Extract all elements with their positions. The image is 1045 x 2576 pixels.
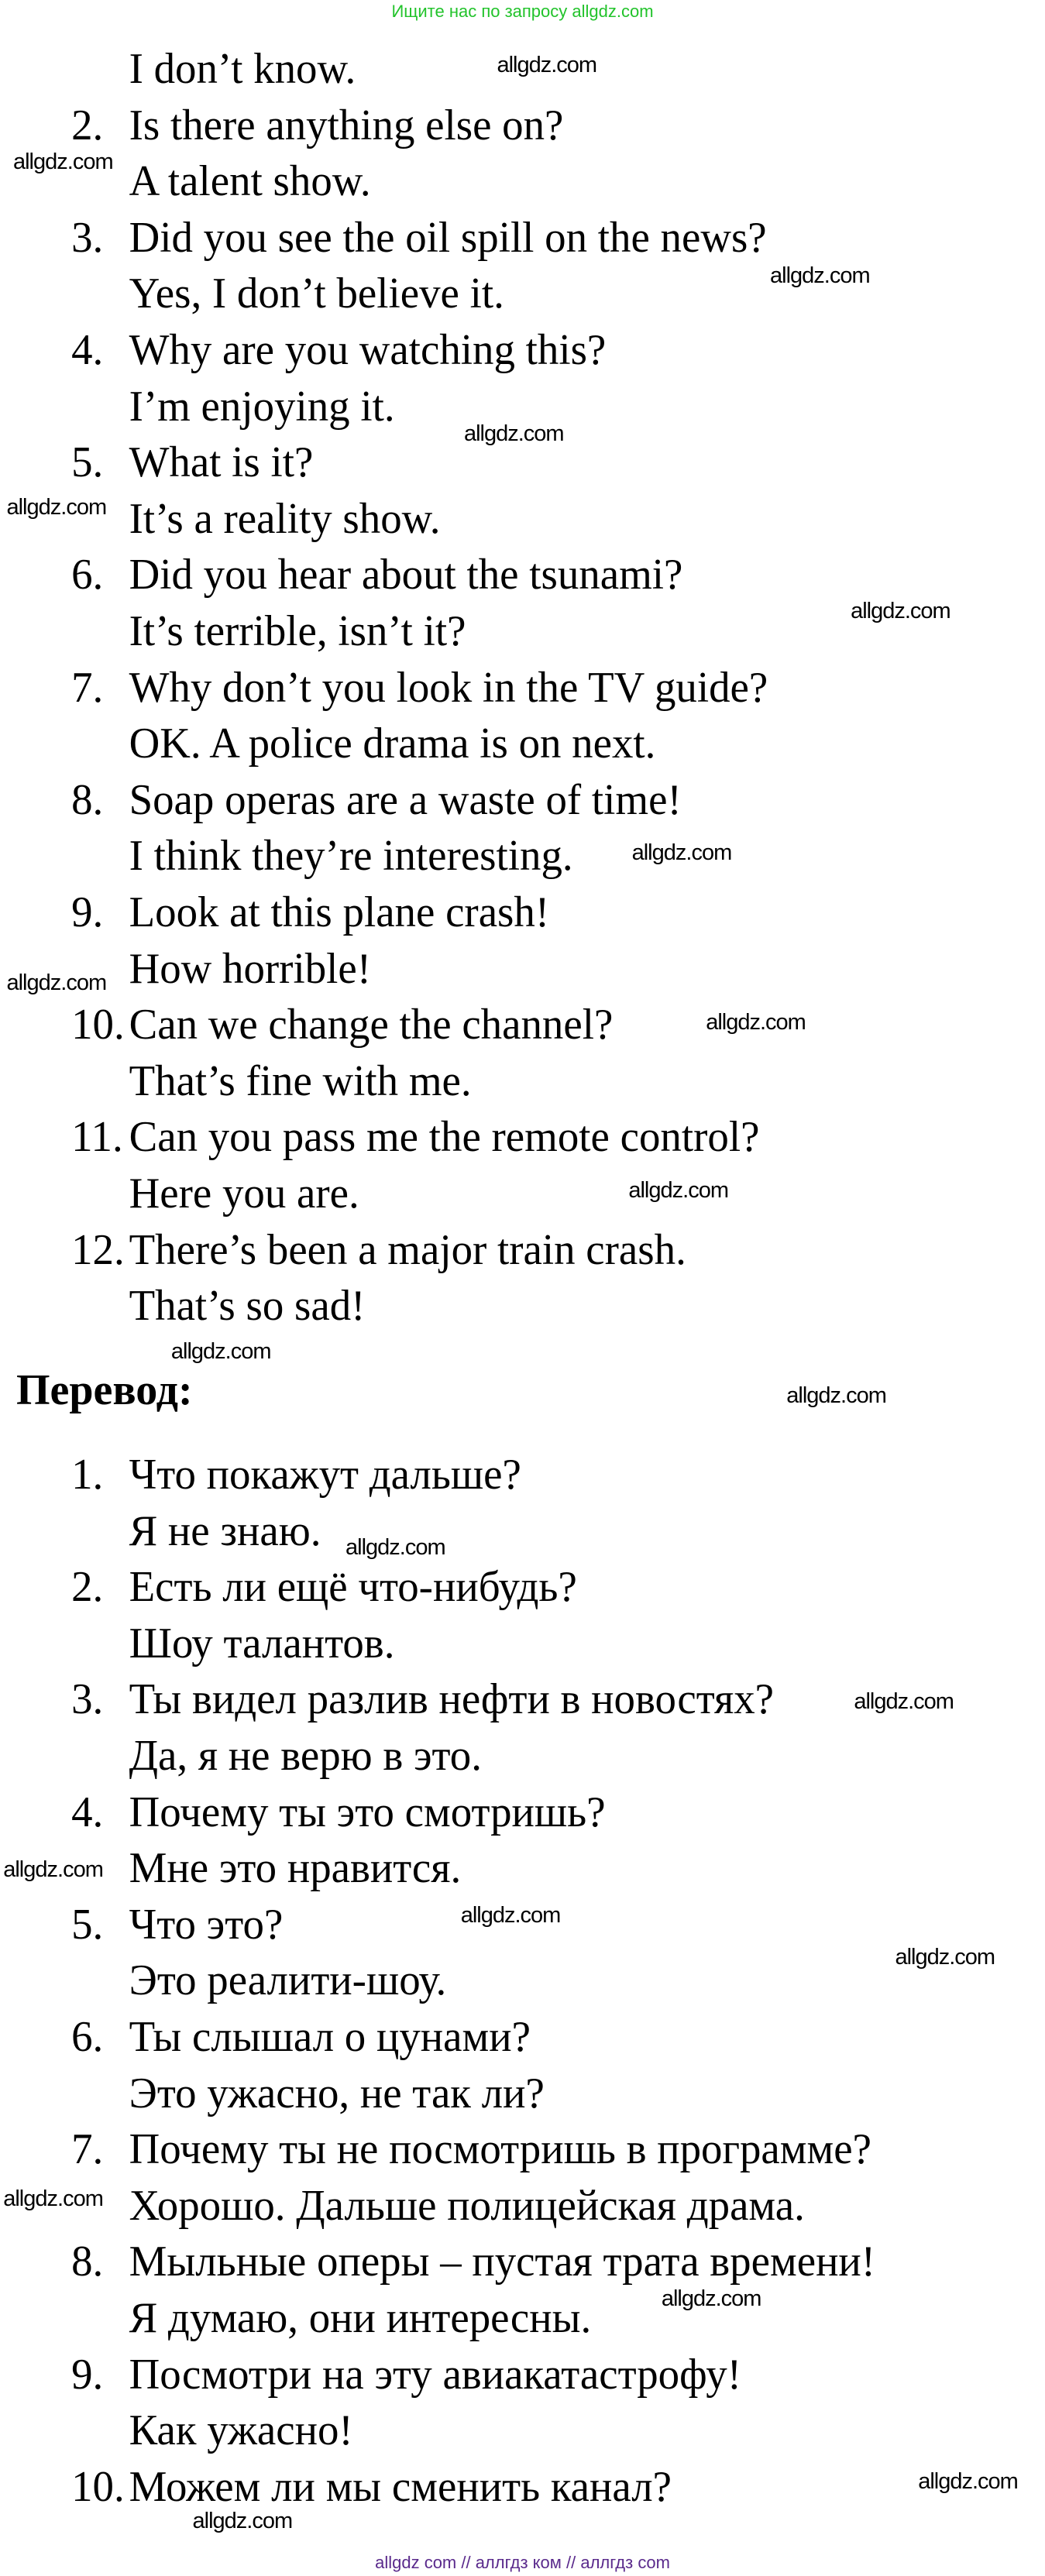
- line-text: Did you hear about the tsunami?: [129, 551, 683, 599]
- item-number: 2.: [71, 101, 104, 149]
- item-number: 7.: [71, 663, 104, 712]
- line-text: Can you pass me the remote control?: [129, 1113, 760, 1162]
- line-text: I think they’re interesting.: [129, 832, 573, 881]
- line-text: A talent show.: [129, 157, 371, 206]
- line-text: Я думаю, они интересны.: [129, 2294, 592, 2342]
- line-text: Как ужасно!: [129, 2406, 353, 2455]
- item-number: 5.: [71, 438, 104, 487]
- item-number: 6.: [71, 551, 104, 599]
- line-text: Шоу талантов.: [129, 1619, 395, 1668]
- watermark: allgdz.com: [851, 599, 950, 624]
- line-text: Why are you watching this?: [129, 326, 607, 374]
- line-text: Soap operas are a waste of time!: [129, 775, 682, 824]
- watermark: allgdz.com: [460, 1903, 561, 1929]
- watermark: allgdz.com: [770, 263, 870, 288]
- line-text: I don’t know.: [129, 45, 356, 93]
- line-text: Хорошо. Дальше полицейская драма.: [129, 2181, 805, 2230]
- watermark: allgdz.com: [631, 840, 732, 866]
- line-text: Is there anything else on?: [129, 101, 564, 149]
- watermark: allgdz.com: [918, 2469, 1018, 2495]
- item-number: 5.: [71, 1900, 104, 1949]
- line-text: Did you see the oil spill on the news?: [129, 213, 767, 262]
- watermark: allgdz.com: [170, 1338, 271, 1364]
- watermark: allgdz.com: [706, 1010, 806, 1036]
- line-text: Это ужасно, не так ли?: [129, 2069, 545, 2117]
- line-text: OK. A police drama is on next.: [129, 720, 656, 768]
- line-text: Ты слышал о цунами?: [129, 2013, 531, 2061]
- line-text: Что покажут дальше?: [129, 1451, 521, 1499]
- footer-banner: allgdz com // аллгдз ком // аллгдз com: [375, 2553, 670, 2572]
- watermark: allgdz.com: [661, 2286, 761, 2312]
- line-text: That’s so sad!: [129, 1282, 366, 1331]
- watermark: allgdz.com: [3, 1856, 103, 1882]
- item-number: 3.: [71, 213, 104, 262]
- watermark: allgdz.com: [6, 970, 107, 996]
- watermark: allgdz.com: [786, 1383, 886, 1409]
- line-text: Yes, I don’t believe it.: [129, 270, 504, 318]
- item-number: 8.: [71, 775, 104, 824]
- item-number: 11.: [71, 1113, 123, 1162]
- line-text: How horrible!: [129, 944, 372, 993]
- line-text: It’s terrible, isn’t it?: [129, 607, 466, 655]
- line-text: Мыльные оперы – пустая трата времени!: [129, 2238, 876, 2286]
- item-number: 1.: [71, 1451, 104, 1499]
- line-text: Why don’t you look in the TV guide?: [129, 663, 768, 712]
- line-text: That’s fine with me.: [129, 1056, 472, 1105]
- line-text: Почему ты это смотришь?: [129, 1788, 606, 1836]
- line-text: Почему ты не посмотришь в программе?: [129, 2125, 871, 2174]
- watermark: allgdz.com: [854, 1689, 954, 1715]
- watermark: allgdz.com: [497, 52, 597, 77]
- line-text: Can we change the channel?: [129, 1001, 614, 1049]
- line-text: Есть ли ещё что-нибудь?: [129, 1563, 577, 1612]
- line-text: Ты видел разлив нефти в новостях?: [129, 1675, 775, 1724]
- line-text: Here you are.: [129, 1170, 359, 1218]
- line-text: Это реалити-шоу.: [129, 1956, 447, 2005]
- item-number: 6.: [71, 2013, 104, 2061]
- item-number: 2.: [71, 1563, 104, 1612]
- line-text: Что это?: [129, 1900, 284, 1949]
- item-number: 8.: [71, 2238, 104, 2286]
- item-number: 10.: [71, 1001, 125, 1049]
- watermark: allgdz.com: [6, 495, 107, 520]
- watermark: allgdz.com: [463, 421, 564, 446]
- watermark: allgdz.com: [192, 2509, 293, 2534]
- item-number: 9.: [71, 888, 104, 936]
- line-text: What is it?: [129, 438, 314, 487]
- line-text: Можем ли мы сменить канал?: [129, 2462, 672, 2511]
- watermark: allgdz.com: [628, 1177, 728, 1203]
- item-number: 12.: [71, 1225, 125, 1274]
- line-text: Look at this plane crash!: [129, 888, 550, 936]
- watermark: allgdz.com: [3, 2186, 103, 2211]
- item-number: 3.: [71, 1675, 104, 1724]
- line-text: There’s been a major train crash.: [129, 1225, 686, 1274]
- item-number: 10.: [71, 2462, 125, 2511]
- watermark: allgdz.com: [345, 1534, 445, 1560]
- item-number: 4.: [71, 1788, 104, 1836]
- item-number: 7.: [71, 2125, 104, 2174]
- line-text: Я не знаю.: [129, 1506, 321, 1555]
- item-number: 9.: [71, 2350, 104, 2399]
- line-text: Мне это нравится.: [129, 1844, 462, 1893]
- line-text: It’s a reality show.: [129, 494, 441, 543]
- watermark: allgdz.com: [12, 149, 113, 175]
- search-hint-banner: Ищите нас по запросу allgdz.com: [391, 2, 654, 21]
- line-text: Да, я не верю в это.: [129, 1732, 482, 1780]
- item-number: 4.: [71, 326, 104, 374]
- line-text: Посмотри на эту авиакатастрофу!: [129, 2350, 742, 2399]
- translation-heading: Перевод:: [16, 1366, 193, 1414]
- watermark: allgdz.com: [895, 1944, 995, 1970]
- line-text: I’m enjoying it.: [129, 382, 395, 431]
